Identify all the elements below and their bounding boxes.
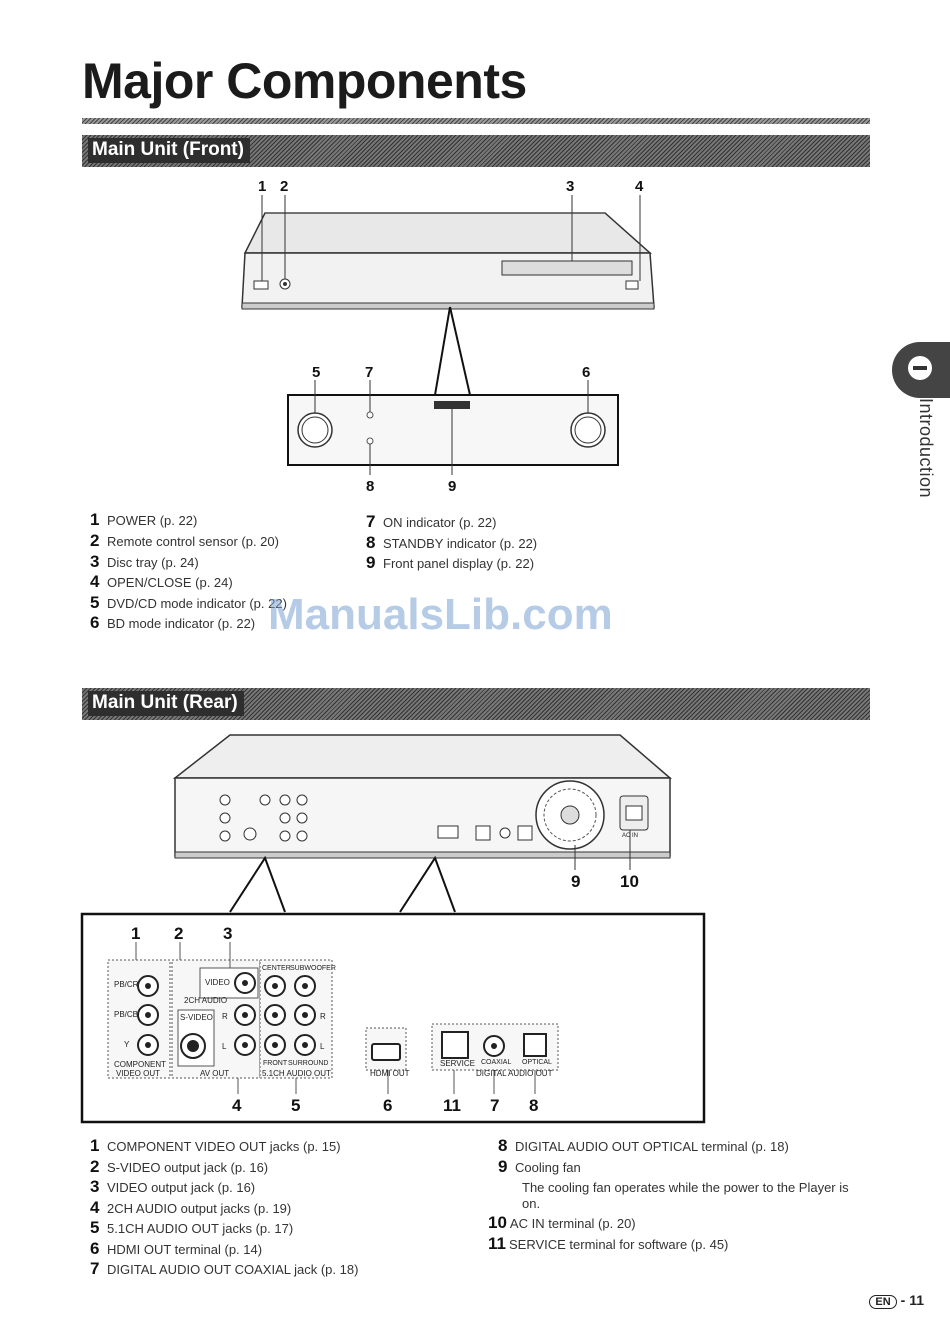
- label-pb-cb: PB/CB: [114, 1010, 139, 1019]
- title-rule: [82, 118, 870, 124]
- list-item: 7 ON indicator (p. 22): [366, 512, 497, 531]
- list-item: 8 STANDBY indicator (p. 22): [366, 533, 538, 552]
- callout-front-3: 3: [566, 178, 575, 195]
- list-item: 9 Front panel display (p. 22): [366, 553, 535, 572]
- chapter-tab: [892, 342, 950, 398]
- player-front-illustration: [230, 195, 670, 475]
- callout-front-2: 2: [280, 178, 289, 195]
- callout-front-9: 9: [448, 478, 457, 495]
- list-item: 9 Cooling fan: [498, 1157, 581, 1176]
- callout-front-4: 4: [635, 178, 644, 195]
- list-item: 1 POWER (p. 22): [90, 510, 198, 529]
- label-digital-audio-out: DIGITAL AUDIO OUT: [476, 1069, 553, 1078]
- callout-rear-8: 8: [529, 1096, 539, 1115]
- list-item: 6 BD mode indicator (p. 22): [90, 613, 256, 632]
- label-r-2ch: R: [222, 1012, 228, 1021]
- label-y: Y: [124, 1040, 130, 1049]
- label-video: VIDEO: [205, 978, 230, 987]
- label-svideo: S-VIDEO: [180, 1013, 213, 1022]
- page-number-text: - 11: [900, 1292, 924, 1308]
- callout-rear-10: 10: [620, 872, 639, 891]
- label-ac-in: AC IN: [622, 833, 639, 839]
- section-bar-rear: [82, 688, 870, 720]
- label-hdmi-out: HDMI OUT: [370, 1069, 410, 1078]
- list-item: 10 AC IN terminal (p. 20): [488, 1213, 636, 1232]
- label-pb-cr: PB/CR: [114, 980, 139, 989]
- callout-front-5: 5: [312, 364, 321, 381]
- list-item: 5 5.1CH AUDIO OUT jacks (p. 17): [90, 1218, 294, 1237]
- section-heading-rear: Main Unit (Rear): [88, 691, 244, 716]
- page-title: Major Components: [82, 53, 527, 109]
- label-service: SERVICE: [440, 1059, 475, 1068]
- callout-rear-2: 2: [174, 924, 184, 943]
- callout-front-8: 8: [366, 478, 375, 495]
- label-center: CENTER: [262, 965, 291, 972]
- callout-front-6: 6: [582, 364, 591, 381]
- language-badge: EN: [869, 1295, 896, 1309]
- label-51ch-out: 5.1CH AUDIO OUT: [262, 1069, 331, 1078]
- callout-rear-1: 1: [131, 924, 141, 943]
- callout-rear-9: 9: [571, 872, 581, 891]
- label-av-out: AV OUT: [200, 1069, 230, 1078]
- callout-rear-11: 11: [443, 1096, 461, 1115]
- list-item: 4 2CH AUDIO output jacks (p. 19): [90, 1198, 292, 1217]
- callout-rear-4: 4: [232, 1096, 242, 1115]
- list-item: 11 SERVICE terminal for software (p. 45): [488, 1234, 729, 1253]
- label-l-2ch: L: [222, 1042, 227, 1051]
- callout-rear-5: 5: [291, 1096, 301, 1115]
- label-video-out: VIDEO OUT: [116, 1069, 161, 1078]
- callout-rear-6: 6: [383, 1096, 393, 1115]
- label-coaxial: COAXIAL: [481, 1059, 512, 1066]
- label-front: FRONT: [263, 1060, 288, 1067]
- list-item: 5 DVD/CD mode indicator (p. 22): [90, 593, 287, 612]
- fan-note: The cooling fan operates while the power to the Player is on.: [522, 1180, 849, 1211]
- label-2ch-audio: 2CH AUDIO: [184, 996, 228, 1005]
- list-item: 1 COMPONENT VIDEO OUT jacks (p. 15): [90, 1136, 341, 1155]
- page-number: [869, 1292, 924, 1309]
- label-r-51: R: [320, 1012, 326, 1021]
- list-item: 2 S-VIDEO output jack (p. 16): [90, 1157, 269, 1176]
- chapter-minus-icon: [908, 356, 932, 380]
- label-subwoofer: SUBWOOFER: [290, 965, 336, 972]
- list-item: 6 HDMI OUT terminal (p. 14): [90, 1239, 263, 1258]
- label-optical: OPTICAL: [522, 1059, 552, 1066]
- chapter-label: Introduction: [916, 398, 936, 499]
- callout-front-1: 1: [258, 178, 267, 195]
- list-item: 3 Disc tray (p. 24): [90, 552, 199, 571]
- label-surround: SURROUND: [288, 1060, 329, 1067]
- section-heading-front: Main Unit (Front): [88, 138, 250, 163]
- label-l-51: L: [320, 1042, 325, 1051]
- label-component: COMPONENT: [114, 1060, 166, 1069]
- list-item: 3 VIDEO output jack (p. 16): [90, 1177, 256, 1196]
- list-item: 8 DIGITAL AUDIO OUT OPTICAL terminal (p. 18): [498, 1136, 789, 1155]
- callout-front-7: 7: [365, 364, 374, 381]
- player-rear-illustration: [170, 730, 680, 920]
- section-bar-front: [82, 135, 870, 167]
- list-item: 2 Remote control sensor (p. 20): [90, 531, 279, 550]
- callout-rear-3: 3: [223, 924, 233, 943]
- watermark: ManualsLib.com: [268, 590, 613, 639]
- list-item: 7 DIGITAL AUDIO OUT COAXIAL jack (p. 18): [90, 1259, 359, 1278]
- callout-rear-7: 7: [490, 1096, 500, 1115]
- list-item: 4 OPEN/CLOSE (p. 24): [90, 572, 233, 591]
